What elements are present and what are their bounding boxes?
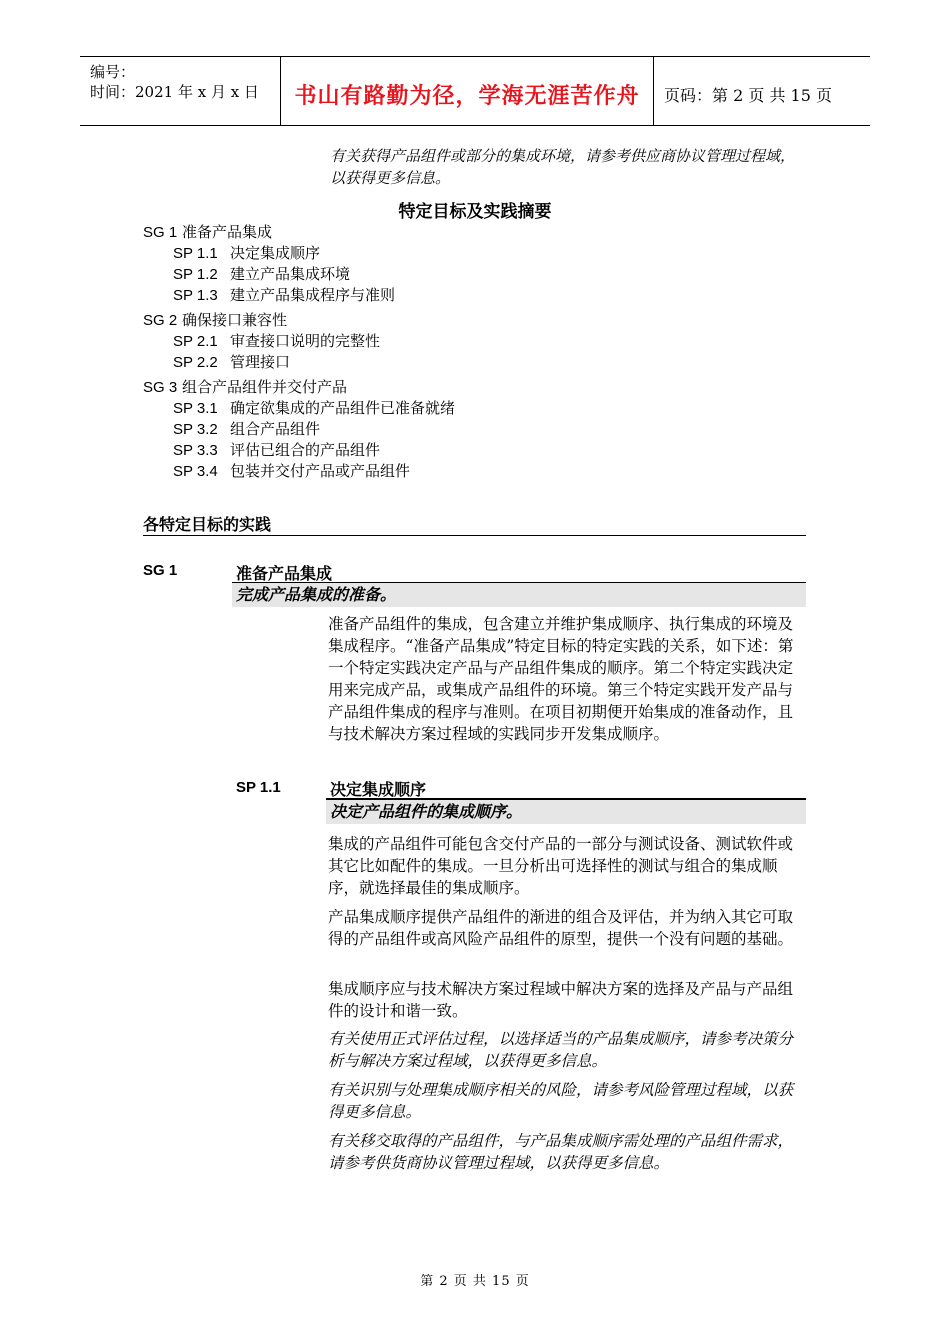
motto-text: 书山有路勤为径，学海无涯苦作舟 [294, 83, 640, 109]
practice-row [143, 285, 455, 306]
practice-row [143, 352, 455, 373]
practice-name: 管理接口 [230, 353, 291, 371]
sg1-code: SG 1 [143, 562, 178, 579]
practice-name: 评估已组合的产品组件 [230, 441, 381, 459]
practice-name: 建立产品集成程序与准则 [230, 286, 396, 304]
practice-name: 审查接口说明的完整性 [230, 332, 381, 350]
practice-code: SP 2.2 [173, 354, 218, 371]
header-meta-cell [80, 57, 281, 125]
practice-row [143, 419, 455, 440]
goal-code: SG 3 [143, 379, 178, 396]
sp11-name: 决定集成顺序 [330, 780, 427, 799]
goals-summary-list [143, 222, 455, 482]
sp11-paragraph: 产品集成顺序提供产品组件的渐进的组合及评估，并为纳入其它可取得的产品组件或高风险产品组件的原型，提供一个没有问题的基础。 [328, 908, 794, 948]
practice-row [143, 440, 455, 461]
practice-name: 建立产品集成环境 [230, 265, 351, 283]
practice-name: 组合产品组件 [230, 420, 321, 438]
practice-code: SP 3.3 [173, 442, 218, 459]
goal-name: 准备产品集成 [181, 223, 272, 241]
page-footer: 第 2 页 共 15 页 [420, 1274, 530, 1289]
practice-row [143, 243, 455, 264]
goal-row [143, 222, 455, 243]
practice-code: SP 3.1 [173, 400, 218, 417]
top-reference: 有关获得产品组件或部分的集成环境，请参考供应商协议管理过程域，以获得更多信息。 [330, 147, 796, 187]
practices-section-title: 各特定目标的实践 [143, 515, 272, 534]
sg1-name: 准备产品集成 [236, 564, 333, 583]
practice-code: SP 1.1 [173, 245, 218, 262]
header-motto-cell [281, 57, 654, 125]
sp11-statement: 决定产品组件的集成顺序。 [326, 800, 806, 824]
page-info: 页码：第 2 页 共 15 页 [664, 86, 832, 105]
practice-code: SP 1.2 [173, 266, 218, 283]
sp11-reference: 有关识别与处理集成顺序相关的风险，请参考风险管理过程域，以获得更多信息。 [328, 1081, 794, 1121]
goal-row [143, 377, 455, 398]
summary-title: 特定目标及实践摘要 [398, 202, 552, 222]
sp11-paragraph: 集成顺序应与技术解决方案过程域中解决方案的选择及产品与产品组件的设计和谐一致。 [328, 980, 794, 1020]
sp11-paragraph: 集成的产品组件可能包含交付产品的一部分与测试设备、测试软件或其它比如配件的集成。一旦分析出可选择性的测试与组合的集成顺序，就选择最佳的集成顺序。 [328, 835, 794, 897]
practice-code: SP 3.2 [173, 421, 218, 438]
practice-name: 包装并交付产品或产品组件 [230, 462, 411, 480]
goal-row [143, 310, 455, 331]
goal-code: SG 2 [143, 312, 178, 329]
goal-name: 组合产品组件并交付产品 [181, 378, 347, 396]
practice-name: 决定集成顺序 [230, 244, 321, 262]
practice-row [143, 331, 455, 352]
number-label: 编号： [90, 63, 136, 81]
practice-code: SP 3.4 [173, 463, 218, 480]
sg1-statement: 完成产品集成的准备。 [232, 583, 806, 607]
goal-name: 确保接口兼容性 [181, 311, 287, 329]
practice-code: SP 1.3 [173, 287, 218, 304]
goal-code: SG 1 [143, 224, 178, 241]
practice-name: 确定欲集成的产品组件已准备就绪 [230, 399, 456, 417]
header-page-cell [654, 57, 870, 125]
practice-row [143, 398, 455, 419]
time-label: 时间：2021 年 x 月 x 日 [90, 83, 259, 101]
sg1-paragraph: 准备产品组件的集成，包含建立并维护集成顺序、执行集成的环境及集成程序。“准备产品集成”特定目标的特定实践的关系，如下述：第一个特定实践决定产品与产品组件集成的顺序。第二个特定实践决定用来完成产品，或集成产品组件的环境。第三个特定实践开发产品与产品组件集成的程序与准则。在项目初期便开始集成的准备动作，且与技术解决方案过程域的实践同步开发集成顺序。 [328, 615, 794, 743]
practice-row [143, 264, 455, 285]
practice-code: SP 2.1 [173, 333, 218, 350]
sp11-code: SP 1.1 [236, 779, 281, 796]
practice-row [143, 461, 455, 482]
document-header [80, 56, 870, 126]
section-divider [143, 535, 806, 536]
sp11-reference: 有关移交取得的产品组件，与产品集成顺序需处理的产品组件需求，请参考供货商协议管理过程域，以获得更多信息。 [328, 1132, 794, 1172]
sp11-reference: 有关使用正式评估过程，以选择适当的产品集成顺序，请参考决策分析与解决方案过程域，以获得更多信息。 [328, 1030, 794, 1070]
